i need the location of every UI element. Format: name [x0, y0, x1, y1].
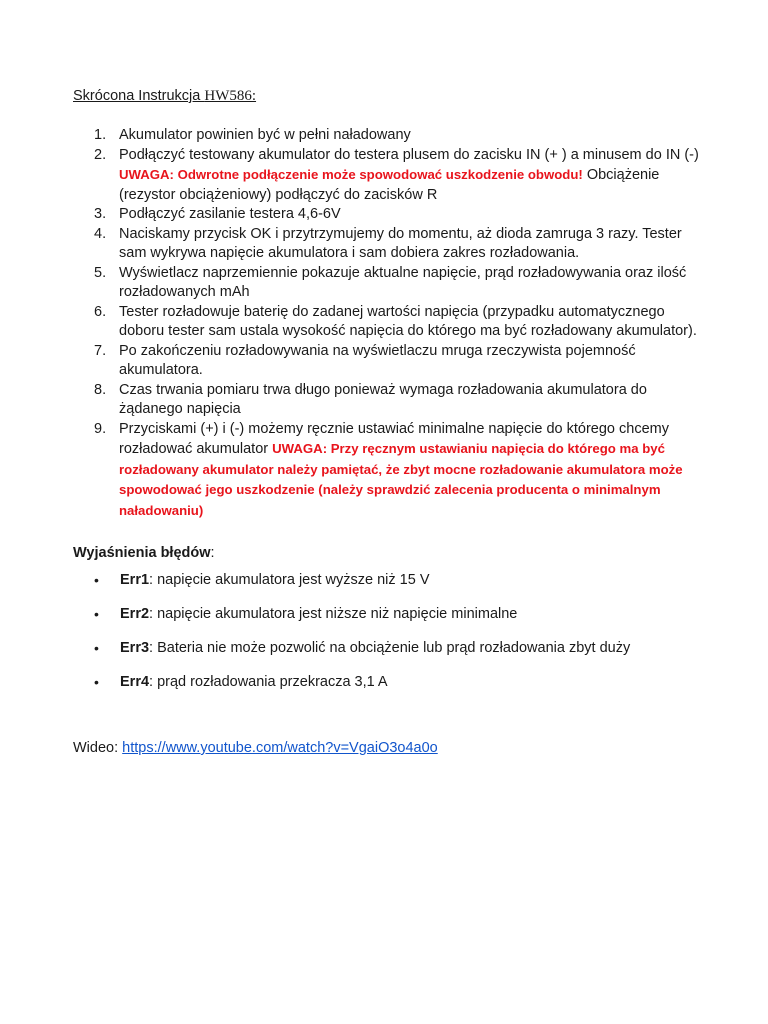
step-item	[94, 146, 704, 206]
step-text: Akumulator powinien być w pełni naładowany	[119, 127, 411, 143]
error-item	[94, 605, 630, 639]
error-code: Err2	[120, 606, 150, 622]
step-text: Naciskamy przycisk OK i przytrzymujemy do momentu, aż dioda zamruga 3 razy. Tester sam wykrywa napięcie akumulatora i sam dobiera zakres rozładowania.	[119, 225, 682, 261]
step-number: 3.	[94, 206, 107, 222]
error-item	[94, 571, 630, 605]
step-item	[94, 225, 704, 264]
step-text: Wyświetlacz naprzemiennie pokazuje aktualne napięcie, prąd rozładowywania oraz ilość rozładowanych mAh	[119, 264, 687, 300]
step-item	[94, 264, 704, 303]
error-code: Err4	[120, 674, 150, 690]
step-number: 7.	[94, 342, 107, 359]
warning-text: UWAGA: Przy ręcznym ustawianiu napięcia do którego ma być rozładowany akumulator należy pamiętać, że zbyt mocne rozładowanie akumulatora może spowodować jego uszkodzenie (należy sprawdzić zalecenia producenta o minimalnym naładowaniu)	[119, 441, 683, 518]
error-description: : napięcie akumulatora jest wyższe niż 15 V	[149, 572, 430, 588]
step-text: Obciążenie (rezystor obciążeniowy) podłączyć do zacisków R	[119, 167, 660, 203]
step-number: 5.	[94, 264, 107, 281]
step-item	[94, 381, 704, 420]
bullet-icon: •	[94, 606, 99, 622]
step-text: Przyciskami (+) i (-) możemy ręcznie ustawiać minimalne napięcie do którego chcemy rozładować akumulator	[119, 420, 669, 457]
title-text: Skrócona Instrukcja	[73, 88, 205, 104]
video-link[interactable]: https://www.youtube.com/watch?v=VgaiO3o4a0o	[122, 740, 438, 756]
video-line	[73, 740, 438, 756]
bullet-icon: •	[94, 674, 99, 690]
step-text: Po zakończeniu rozładowywania na wyświetlaczu mruga rzeczywista pojemność akumulatora.	[119, 342, 636, 378]
error-item	[94, 639, 630, 673]
step-number: 8.	[94, 381, 107, 398]
step-item	[94, 205, 704, 225]
step-text: Czas trwania pomiaru trwa długo ponieważ wymaga rozładowania akumulatora do żądanego napięcia	[119, 381, 647, 417]
video-label: Wideo:	[73, 740, 123, 756]
errors-heading-colon: :	[210, 545, 215, 561]
bullet-icon: •	[94, 572, 99, 588]
bullet-icon: •	[94, 640, 99, 656]
step-text: Tester rozładowuje baterię do zadanej wartości napięcia (przypadku automatycznego doboru tester sam ustala wysokość napięcia do którego ma być rozładowany akumulator).	[119, 303, 697, 339]
step-number: 9.	[94, 420, 107, 437]
step-number: 6.	[94, 303, 107, 320]
error-code: Err1	[120, 572, 150, 588]
error-code: Err3	[120, 640, 150, 656]
error-description: : napięcie akumulatora jest niższe niż napięcie minimalne	[149, 606, 518, 622]
step-number: 4.	[94, 225, 107, 242]
error-description: : prąd rozładowania przekracza 3,1 A	[149, 674, 388, 690]
instruction-steps-list	[94, 126, 704, 521]
step-number: 2.	[94, 146, 107, 163]
step-text: Podłączyć testowany akumulator do testera plusem do zacisku IN (+ ) a minusem do IN (-)	[119, 146, 699, 163]
page-title	[73, 88, 256, 105]
step-text: Podłączyć zasilanie testera 4,6-6V	[119, 206, 341, 222]
error-description: : Bateria nie może pozwolić na obciążenie lub prąd rozładowania zbyt duży	[149, 640, 631, 656]
step-item	[94, 303, 704, 342]
errors-heading-text: Wyjaśnienia błędów	[73, 545, 211, 561]
errors-heading	[73, 545, 215, 561]
step-item	[94, 342, 704, 381]
warning-text: UWAGA: Odwrotne podłączenie może spowodować uszkodzenie obwodu!	[119, 167, 583, 182]
step-number: 1.	[94, 127, 107, 143]
step-item	[94, 420, 704, 522]
error-codes-list	[94, 571, 630, 707]
title-model: HW586:	[204, 88, 257, 104]
step-item	[94, 126, 704, 146]
error-item	[94, 673, 630, 707]
